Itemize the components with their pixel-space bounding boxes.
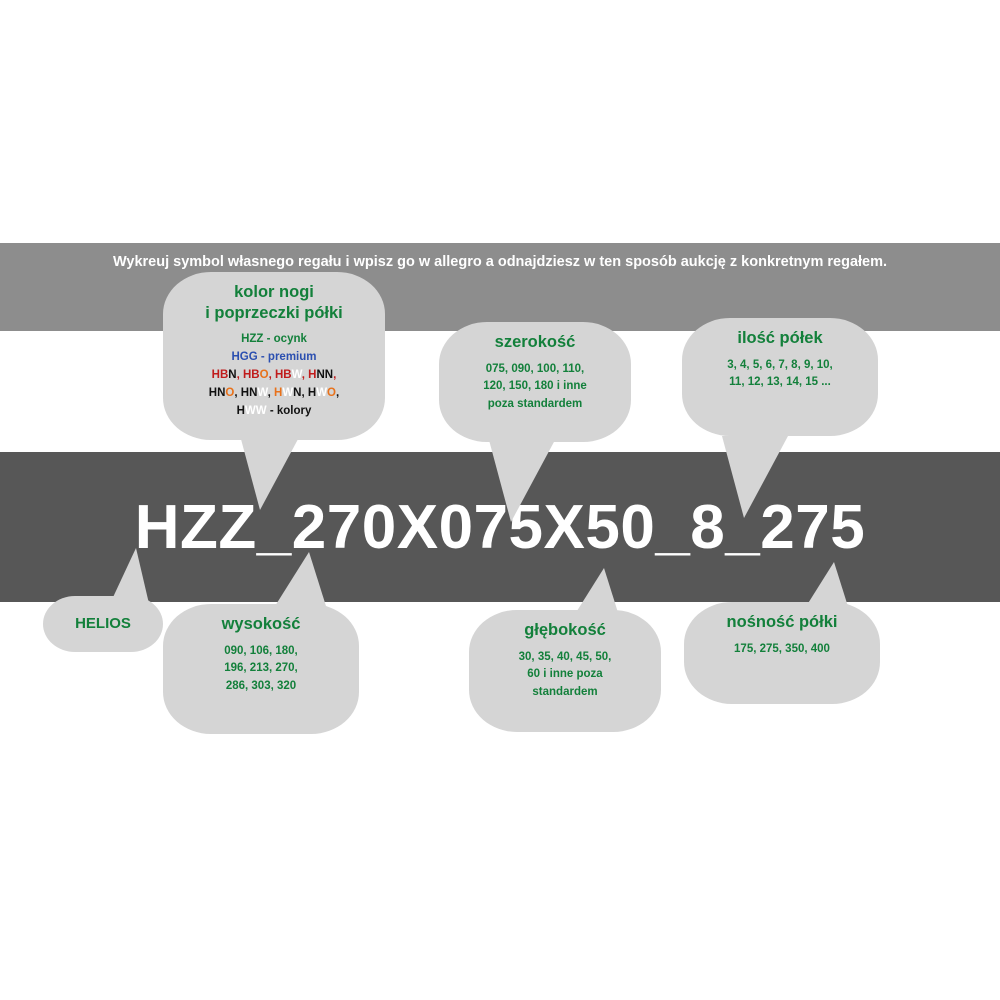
callout-line: 11, 12, 13, 14, 15 ... [729, 376, 831, 389]
callout-szerokosc-body [451, 361, 619, 414]
callout-line: 120, 150, 180 i inne [483, 380, 587, 393]
callout-glebokosc-body [481, 649, 649, 702]
callout-helios-title: HELIOS [75, 614, 131, 632]
callout-tail-szerokosc [489, 440, 555, 522]
callout-glebokosc-title: głębokość [524, 621, 606, 639]
callout-kolor-nogi [163, 272, 385, 440]
callout-glebokosc [469, 610, 661, 732]
callout-line: 175, 275, 350, 400 [734, 642, 830, 655]
callout-line: poza standardem [487, 398, 583, 411]
callout-wysokosc [163, 604, 359, 734]
callout-ilosc-polek-body [694, 357, 866, 393]
callout-line: 286, 303, 320 [225, 680, 297, 693]
callout-szerokosc-title: szerokość [494, 333, 576, 351]
callout-nosnosc-title: nośność półki [726, 613, 838, 631]
callout-tail-kolor [238, 428, 304, 510]
callout-helios [43, 596, 163, 652]
callout-nosnosc [684, 602, 880, 704]
callout-nosnosc-body [696, 641, 868, 659]
callout-line: standardem [532, 686, 598, 699]
callout-tail-ilosc-polek [722, 436, 788, 518]
callout-ilosc-polek [682, 318, 878, 436]
product-symbol-code: HZZ_270X075X50_8_275 [134, 493, 866, 562]
callout-kolor-body: HZZ - ocynk HGG - premium HBN, HBO, HBW, HNN, HNO, HNW, HWN, HWO, HWW - kolory [208, 333, 340, 417]
callout-wysokosc-body [175, 643, 347, 696]
callout-line: 196, 213, 270, [224, 662, 298, 675]
callout-ilosc-polek-title: ilość półek [737, 329, 823, 347]
callout-line: 60 i inne poza [527, 668, 603, 681]
callout-wysokosc-title: wysokość [221, 615, 301, 633]
callout-szerokosc [439, 322, 631, 442]
diagram-heading: Wykreuj symbol własnego regału i wpisz go w allegro a odnajdziesz w ten sposób aukcję z konkretnym regałem. [112, 254, 888, 270]
callout-line: 3, 4, 5, 6, 7, 8, 9, 10, [727, 358, 833, 371]
callout-line: 30, 35, 40, 45, 50, [518, 650, 612, 663]
callout-line: 090, 106, 180, [224, 644, 298, 657]
callout-kolor-title: kolor nogi i poprzeczki półki [205, 283, 343, 322]
callout-line: 075, 090, 100, 110, [485, 362, 585, 375]
